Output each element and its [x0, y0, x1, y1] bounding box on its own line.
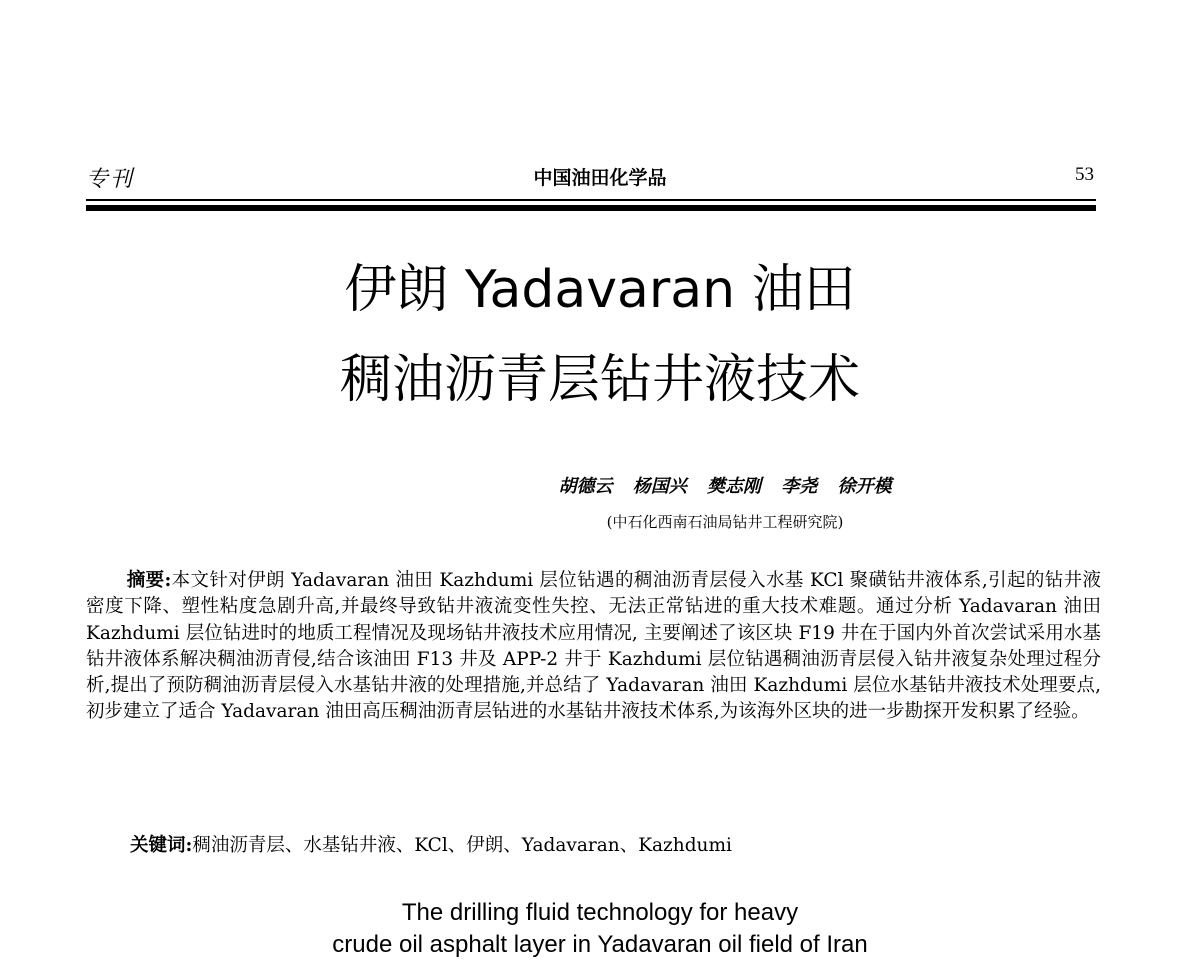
keywords-text: 稠油沥青层、水基钻井液、KCl、伊朗、Yadavaran、Kazhdumi	[192, 835, 732, 856]
journal-name: 中国油田化学品	[533, 167, 667, 189]
author-affiliation: (中石化西南石油局钻井工程研究院)	[606, 513, 844, 531]
english-title-line-2: crude oil asphalt layer in Yadavaran oil field of Iran	[332, 931, 868, 958]
abstract	[86, 568, 1101, 726]
abstract-text: 本文针对伊朗 Yadavaran 油田 Kazhdumi 层位钻遇的稠油沥青层侵入水基 KCl 聚磺钻井液体系,引起的钻井液密度下降、塑性粘度急剧升高,并最终导致钻井液流变性失控、无法正常钻进的重大技术难题。通过分析 Yadavaran 油田 Kazhdumi 层位钻进时的地质工程情况及现场钻井液技术应用情况, 主要阐述了该区块 F19 井在于国内外首次尝试采用水基钻井液体系解决稠油沥青侵,结合该油田 F13 井及 APP-2 井于 Kazhdumi 层位钻遇稠油沥青层侵入钻井液复杂处理过程分析,提出了预防稠油沥青层侵入水基钻井液的处理措施,并总结了 Yadavaran 油田 Kazhdumi 层位水基钻井液技术处理要点,初步建立了适合 Yadavaran 油田高压稠油沥青层钻进的水基钻井液技术体系,为该海外区块的进一步勘探开发积累了经验。	[86, 570, 1101, 723]
journal-section-label: 专刊	[86, 167, 135, 192]
author-list: 胡德云 杨国兴 樊志刚 李尧 徐开模	[558, 476, 892, 497]
keywords	[130, 831, 732, 857]
article-title-line-1: 伊朗 Yadavaran 油田	[344, 260, 856, 320]
header-rule-thin	[86, 199, 1096, 201]
header-rule-thick	[86, 205, 1096, 211]
abstract-label: 摘要:	[126, 570, 172, 591]
page-number: 53	[1075, 164, 1094, 185]
english-title-line-1: The drilling fluid technology for heavy	[401, 899, 799, 926]
keywords-label: 关键词:	[130, 835, 193, 856]
article-title-line-2: 稠油沥青层钻井液技术	[339, 350, 860, 410]
